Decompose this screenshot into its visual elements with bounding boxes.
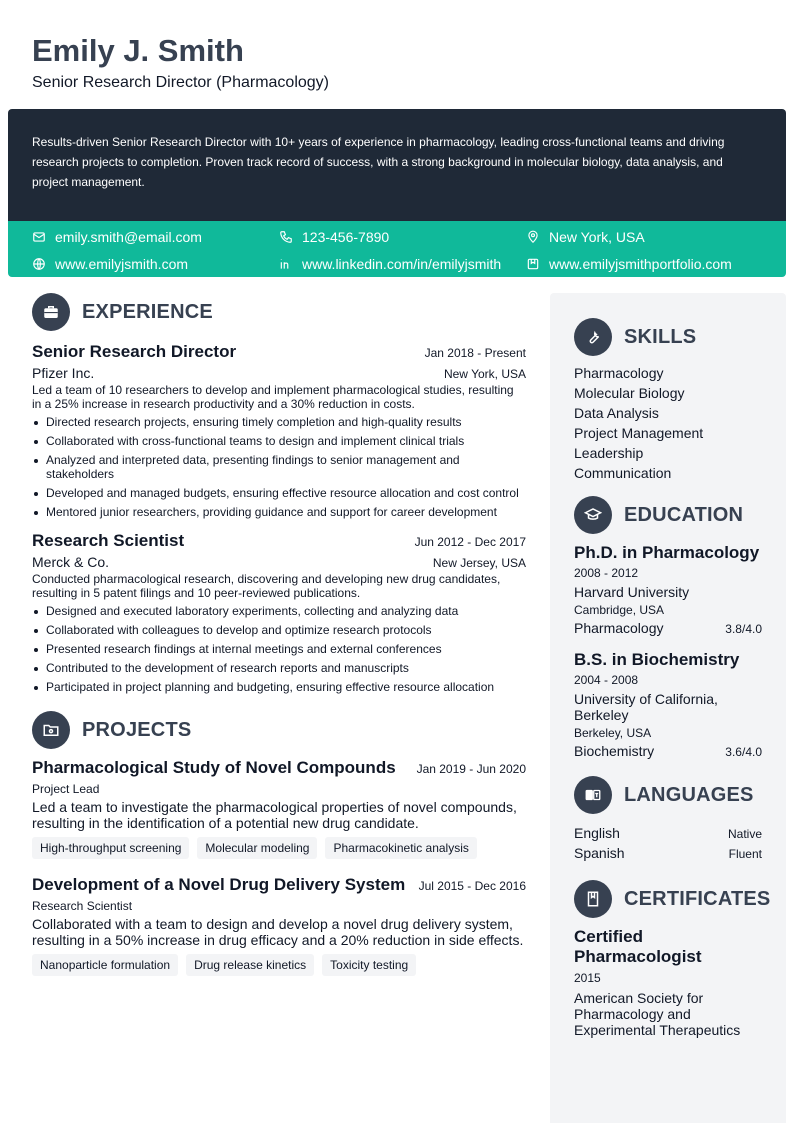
project-role: Research Scientist (32, 899, 133, 913)
job-dates: Jun 2012 - Dec 2017 (414, 535, 526, 549)
skill-tag: High-throughput screening (32, 837, 189, 859)
languages-title: LANGUAGES (624, 783, 754, 806)
language-level: Native (727, 827, 762, 841)
job-location: New Jersey, USA (432, 556, 526, 570)
project-title: Pharmacological Study of Novel Compounds (32, 758, 396, 777)
certificates-heading (574, 879, 771, 919)
certificate-issuer: American Society for Pharmacology and Experimental Therapeutics (574, 990, 741, 1038)
phone-icon (279, 230, 293, 244)
bullet-item: Developed and managed budgets, ensuring effective resource allocation and cost control (32, 486, 526, 500)
project-description: Collaborated with a team to design and develop a novel drug delivery system, resulting in a 50% increase in drug efficacy and a 20% reduction in side effects. (32, 916, 524, 948)
job-bullets (32, 415, 526, 519)
languages-heading (574, 775, 762, 815)
project-entry (32, 758, 526, 859)
contact-portfolio[interactable] (526, 254, 762, 274)
institution-location: Cambridge, USA (574, 603, 665, 617)
job-company: Pfizer Inc. (32, 365, 95, 381)
skills-title: SKILLS (624, 325, 697, 348)
major-text: Biochemistry (574, 743, 655, 759)
certificate-entry (574, 927, 762, 1038)
project-tags (32, 837, 526, 859)
job-description: Led a team of 10 researchers to develop and implement pharmacological studies, resulting in a 25% increase in research productivity and a 30% reduction in costs. (32, 383, 514, 411)
skill-item: Project Management (574, 425, 704, 441)
phone-text: 123-456-7890 (302, 229, 390, 245)
portfolio-text: www.emilyjsmithportfolio.com (549, 256, 732, 272)
bullet-item: Mentored junior researchers, providing guidance and support for career development (32, 505, 526, 519)
bullet-item: Collaborated with cross-functional teams to design and implement clinical trials (32, 434, 526, 448)
skill-tag: Nanoparticle formulation (32, 954, 178, 976)
skill-item: Molecular Biology (574, 385, 685, 401)
candidate-title: Senior Research Director (Pharmacology) (32, 74, 329, 91)
bullet-item: Directed research projects, ensuring timely completion and high-quality results (32, 415, 526, 429)
job-bullets (32, 604, 526, 694)
language-name: English (574, 825, 620, 841)
folder-icon (32, 711, 70, 749)
degree-title: B.S. in Biochemistry (574, 650, 740, 669)
bullet-item: Designed and executed laboratory experiments, collecting and analyzing data (32, 604, 526, 618)
project-title: Development of a Novel Drug Delivery System (32, 875, 406, 894)
job-description: Conducted pharmacological research, discovering and developing new drug candidates, resulting in 5 patent filings and 10 peer-reviewed publications. (32, 572, 501, 600)
email-text: emily.smith@email.com (55, 229, 202, 245)
linkedin-icon (279, 257, 293, 271)
skill-tag: Drug release kinetics (186, 954, 314, 976)
skill-tag: Pharmacokinetic analysis (325, 837, 476, 859)
project-dates: Jan 2019 - Jun 2020 (416, 762, 526, 776)
experience-heading (32, 292, 526, 332)
degree-title: Ph.D. in Pharmacology (574, 543, 760, 562)
job-company: Merck & Co. (32, 554, 110, 570)
briefcase-icon (32, 293, 70, 331)
education-entry (574, 650, 762, 759)
certificates-title: CERTIFICATES (624, 887, 771, 910)
certificate-name: Certified Pharmacologist (574, 927, 702, 966)
summary-panel (8, 109, 786, 277)
experience-title: EXPERIENCE (82, 300, 213, 323)
skill-item: Communication (574, 465, 672, 481)
bullet-item: Contributed to the development of research reports and manuscripts (32, 661, 526, 675)
contact-location (526, 227, 762, 247)
book-icon (574, 880, 612, 918)
candidate-name: Emily J. Smith (32, 33, 244, 68)
job-entry (32, 342, 526, 519)
main-column (32, 292, 526, 976)
project-tags (32, 954, 526, 976)
location-text: New York, USA (549, 229, 645, 245)
job-location: New York, USA (443, 367, 526, 381)
skill-item: Leadership (574, 445, 644, 461)
graduation-cap-icon (574, 496, 612, 534)
job-title: Senior Research Director (32, 342, 237, 361)
skill-tag: Toxicity testing (322, 954, 416, 976)
languages-list (574, 823, 762, 863)
education-entry (574, 543, 762, 636)
language-name: Spanish (574, 845, 625, 861)
skill-item: Pharmacology (574, 365, 664, 381)
website-text: www.emilyjsmith.com (55, 256, 189, 272)
education-heading (574, 495, 762, 535)
degree-years: 2004 - 2008 (574, 673, 639, 687)
major-text: Pharmacology (574, 620, 664, 636)
wrench-icon (574, 318, 612, 356)
projects-heading (32, 710, 526, 750)
skills-list (574, 363, 762, 483)
gpa-text: 3.6/4.0 (725, 745, 762, 759)
bullet-item: Collaborated with colleagues to develop and optimize research protocols (32, 623, 526, 637)
institution-name: University of California, Berkeley (574, 691, 718, 723)
certificate-year: 2015 (574, 971, 601, 985)
project-dates: Jul 2015 - Dec 2016 (418, 879, 526, 893)
bullet-item: Presented research findings at internal meetings and external conferences (32, 642, 526, 656)
institution-location: Berkeley, USA (574, 726, 652, 740)
project-role: Project Lead (32, 782, 100, 796)
contact-phone[interactable] (279, 227, 526, 247)
contact-linkedin[interactable] (279, 254, 526, 274)
bullet-item: Analyzed and interpreted data, presenting findings to senior management and stakeholders (32, 453, 526, 481)
linkedin-text: www.linkedin.com/in/emilyjsmith (302, 256, 502, 272)
mail-icon (32, 230, 46, 244)
language-row (574, 823, 762, 843)
language-row (574, 843, 762, 863)
degree-years: 2008 - 2012 (574, 566, 639, 580)
job-entry (32, 531, 526, 694)
gpa-text: 3.8/4.0 (725, 622, 762, 636)
job-dates: Jan 2018 - Present (424, 346, 526, 360)
contact-website[interactable] (32, 254, 279, 274)
bullet-item: Participated in project planning and budgeting, ensuring effective resource allocation (32, 680, 526, 694)
skill-tag: Molecular modeling (197, 837, 317, 859)
education-title: EDUCATION (624, 503, 744, 526)
summary-text: Results-driven Senior Research Director with 10+ years of experience in pharmacology, leading cross-functional teams and driving research projects to completion. Proven track record of success, with a strong background in molecular biology, data analysis, and project management. (8, 109, 786, 221)
contact-bar (8, 221, 786, 277)
institution-name: Harvard University (574, 584, 690, 600)
language-level: Fluent (728, 847, 762, 861)
contact-email[interactable] (32, 227, 279, 247)
location-pin-icon (526, 230, 540, 244)
project-description: Led a team to investigate the pharmacological properties of novel compounds, resulting in the identification of a potential new drug candidate. (32, 799, 517, 831)
project-entry (32, 875, 526, 976)
projects-title: PROJECTS (82, 718, 192, 741)
skills-heading (574, 317, 762, 357)
skill-item: Data Analysis (574, 405, 659, 421)
sidebar-column (550, 293, 786, 1123)
job-title: Research Scientist (32, 531, 185, 550)
resume-header (32, 32, 329, 92)
translate-icon (574, 776, 612, 814)
globe-icon (32, 257, 46, 271)
portfolio-icon (526, 257, 540, 271)
